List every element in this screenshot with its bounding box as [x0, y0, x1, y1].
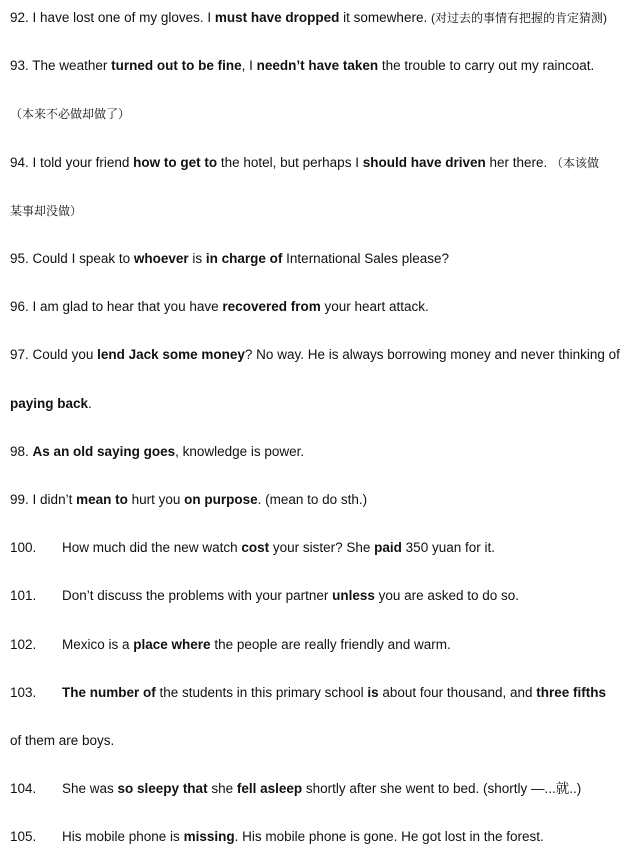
- sentence-text: Mexico is a: [62, 636, 134, 652]
- sentence-line: [10, 684, 634, 702]
- sentence-text: the trouble to carry out my raincoat.: [378, 58, 595, 74]
- sentence-text: Could I speak to: [32, 251, 134, 266]
- item-number: 96.: [10, 299, 29, 315]
- key-phrase: three fifths: [536, 684, 607, 700]
- sentence-continuation: [10, 395, 634, 413]
- key-phrase: is: [367, 684, 379, 700]
- sentence-line: [10, 9, 634, 27]
- sentence-text: , knowledge is power.: [175, 443, 305, 459]
- key-phrase: lend Jack some money: [97, 347, 245, 363]
- sentence-text: shortly after she went to bed. (shortly —...就..): [302, 781, 582, 797]
- key-phrase: turned out to be fine: [111, 58, 242, 74]
- sentence-line: [10, 346, 634, 364]
- key-phrase: must have dropped: [214, 10, 340, 25]
- sentence-line: [10, 57, 634, 75]
- sentence-line: [10, 250, 634, 268]
- sentence-text: . (mean to do sth.): [257, 492, 368, 507]
- item-number: 102.: [10, 636, 37, 652]
- sentence-line: [10, 491, 634, 509]
- item-number: 94.: [10, 154, 29, 170]
- item-number: 104.: [10, 781, 37, 797]
- key-phrase: recovered from: [222, 299, 321, 315]
- sentence-text: I am glad to hear that you have: [32, 299, 223, 315]
- sentence-text: His mobile phone is: [62, 829, 184, 845]
- sentence-text: , I: [241, 58, 257, 74]
- key-phrase: fell asleep: [236, 781, 303, 797]
- item-number: 105.: [10, 829, 37, 845]
- sentence-text: The weather: [32, 58, 112, 74]
- key-phrase: cost: [241, 540, 270, 556]
- sentence-line: [10, 443, 634, 461]
- key-phrase: needn’t have taken: [256, 58, 379, 74]
- item-number: 101.: [10, 588, 37, 604]
- key-phrase: on purpose: [184, 492, 258, 507]
- sentence-text: International Sales please?: [282, 251, 450, 266]
- sentence-text: about four thousand, and: [378, 684, 537, 700]
- item-number: 98.: [10, 443, 29, 459]
- sentence-text: . His mobile phone is gone. He got lost in the forest.: [234, 829, 544, 845]
- key-phrase: whoever: [133, 251, 189, 266]
- key-phrase: The number of: [62, 684, 156, 700]
- key-phrase: mean to: [76, 492, 128, 507]
- sentence-text: How much did the new watch: [62, 540, 242, 556]
- sentence-text: of them are boys.: [10, 733, 115, 748]
- sentence-text: your sister? She: [269, 540, 375, 556]
- sentence-text: she: [207, 781, 237, 797]
- sentence-text: .: [88, 395, 92, 411]
- item-number: 92.: [10, 10, 29, 25]
- key-phrase: paying back: [10, 395, 89, 411]
- sentence-text: 某事却没做）: [10, 203, 83, 218]
- sentence-text: the hotel, but perhaps I: [217, 154, 363, 170]
- sentence-text: is: [188, 251, 206, 266]
- sentence-text: hurt you: [127, 492, 185, 507]
- sentence-text: （本该做: [551, 155, 600, 170]
- item-number: 103.: [10, 684, 37, 700]
- sentence-line: [10, 780, 634, 798]
- sentence-line: [10, 154, 634, 172]
- key-phrase: paid: [374, 540, 402, 556]
- sentence-line: [10, 298, 634, 316]
- key-phrase: As an old saying goes: [32, 443, 176, 459]
- sentence-text: your heart attack.: [320, 299, 429, 315]
- sentence-text: I have lost one of my gloves. I: [32, 10, 215, 25]
- sentence-text: ? No way. He is always borrowing money and never thinking of: [244, 347, 620, 363]
- key-phrase: unless: [332, 588, 375, 604]
- sentence-line: [10, 636, 634, 654]
- sentence-text: you are asked to do so.: [374, 588, 519, 604]
- item-number: 97.: [10, 347, 29, 363]
- key-phrase: so sleepy that: [117, 781, 208, 797]
- item-number: 93.: [10, 58, 29, 74]
- sentence-line: [10, 539, 634, 557]
- sentence-text: (对过去的事情有把握的肯定猜测): [430, 11, 607, 25]
- sentence-continuation: [10, 202, 634, 220]
- sentence-text: it somewhere.: [339, 10, 431, 25]
- key-phrase: in charge of: [205, 251, 283, 266]
- sentence-text: Don’t discuss the problems with your partner: [62, 588, 333, 604]
- sentence-line: [10, 828, 634, 846]
- sentence-text: She was: [62, 781, 118, 797]
- sentence-text: I told your friend: [32, 154, 134, 170]
- item-number: 100.: [10, 540, 37, 556]
- sentence-continuation: [10, 105, 634, 123]
- sentence-text: 350 yuan for it.: [401, 540, 495, 556]
- sentence-text: Could you: [32, 347, 98, 363]
- sentence-text: （本来不必做却做了）: [10, 107, 131, 122]
- sentence-line: [10, 587, 634, 605]
- key-phrase: place where: [133, 636, 211, 652]
- item-number: 95.: [10, 251, 29, 266]
- key-phrase: how to get to: [133, 154, 218, 170]
- sentence-text: I didn’t: [32, 492, 77, 507]
- sentence-text: her there.: [485, 154, 552, 170]
- sentence-text: the people are really friendly and warm.: [210, 636, 451, 652]
- key-phrase: should have driven: [362, 154, 486, 170]
- key-phrase: missing: [183, 829, 235, 845]
- item-number: 99.: [10, 492, 29, 507]
- sentence-continuation: [10, 732, 634, 750]
- sentence-text: the students in this primary school: [155, 684, 368, 700]
